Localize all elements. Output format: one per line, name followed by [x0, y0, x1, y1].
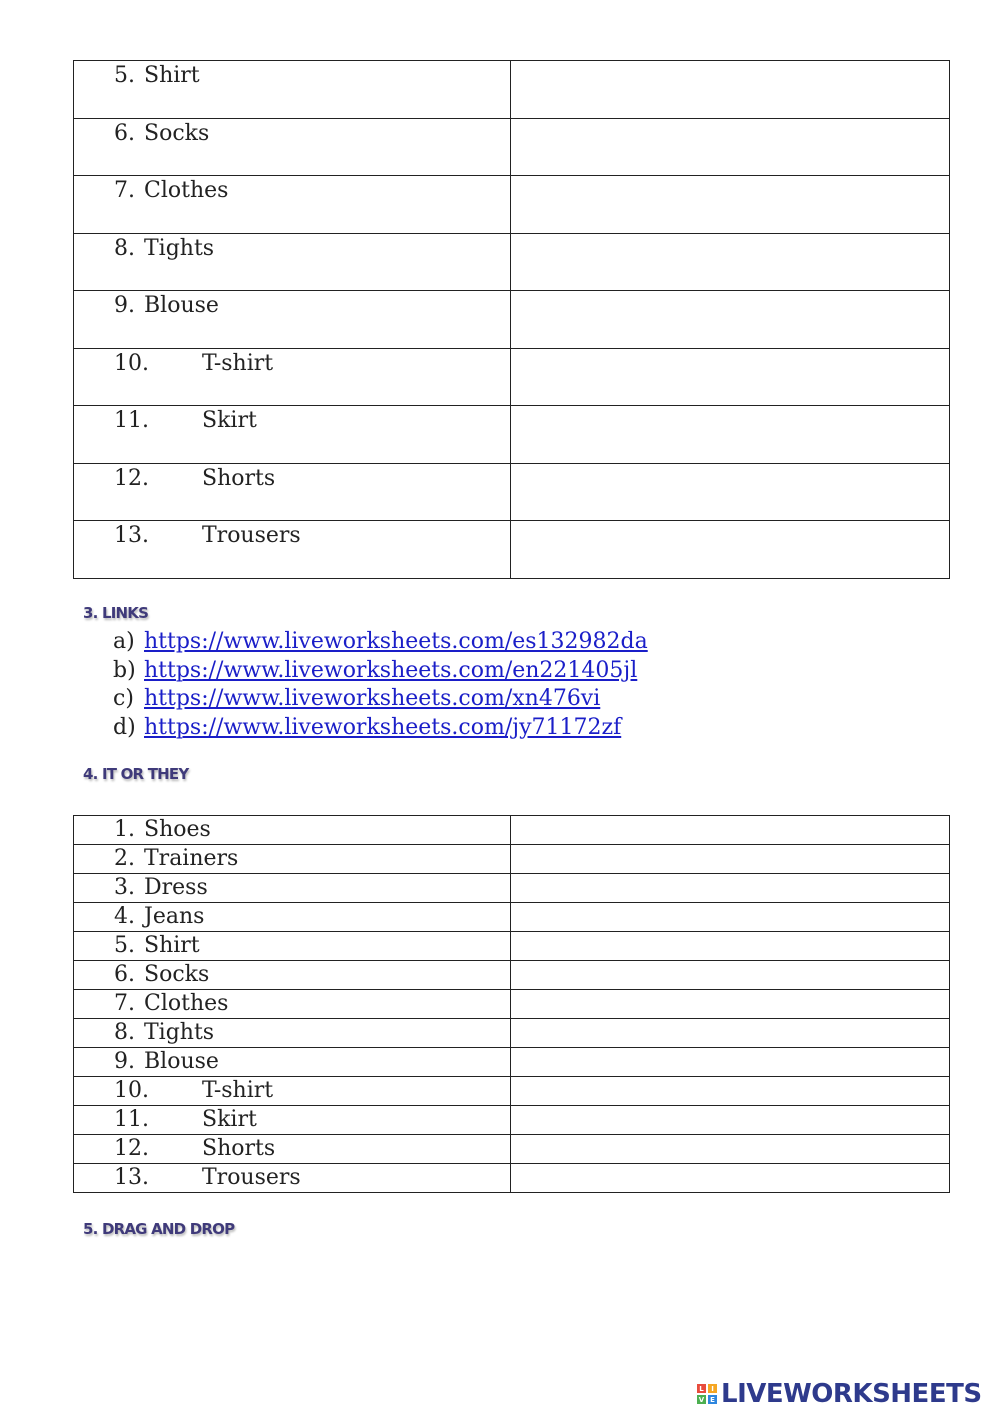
item-number: 5. [114, 933, 135, 958]
link-url[interactable]: https://www.liveworksheets.com/jy71172zf [144, 714, 622, 740]
links-heading: 3. LINKS [83, 604, 149, 622]
answer-cell[interactable] [511, 176, 950, 234]
item-cell [74, 903, 511, 932]
table-row [74, 961, 950, 990]
item-cell [74, 1019, 511, 1048]
item-label: T-shirt [202, 350, 274, 376]
item-cell [74, 845, 511, 874]
item-cell [74, 233, 511, 291]
item-label: Shoes [144, 817, 211, 842]
table-row [74, 463, 950, 521]
item-label: Skirt [202, 1107, 257, 1132]
table-row [74, 521, 950, 579]
item-number: 13. [114, 523, 149, 548]
item-label: Tights [144, 1020, 215, 1045]
item-number: 2. [114, 846, 135, 871]
links-list [113, 628, 648, 742]
answer-cell[interactable] [511, 118, 950, 176]
item-label: Shorts [202, 1136, 276, 1161]
item-cell [74, 1077, 511, 1106]
item-label: Socks [144, 962, 210, 987]
item-label: Blouse [144, 293, 219, 318]
link-item [113, 685, 648, 714]
answer-cell[interactable] [511, 816, 950, 845]
item-number: 12. [114, 1136, 149, 1161]
item-label: Shorts [202, 465, 276, 491]
logo-square: E [708, 1395, 717, 1404]
item-number: 6. [114, 120, 135, 146]
it-or-they-table [73, 815, 950, 1193]
item-label: Trainers [144, 846, 239, 871]
item-number: 3. [114, 875, 135, 900]
item-label: Dress [144, 875, 208, 900]
item-cell [74, 1106, 511, 1135]
link-url[interactable]: https://www.liveworksheets.com/en221405jl [144, 657, 638, 683]
table-row [74, 176, 950, 234]
answer-cell[interactable] [511, 521, 950, 579]
item-label: Shirt [144, 933, 200, 958]
item-cell [74, 61, 511, 119]
table-row [74, 903, 950, 932]
item-cell [74, 1048, 511, 1077]
logo-square: L [697, 1384, 706, 1393]
item-cell [74, 118, 511, 176]
it-or-they-heading: 4. IT OR THEY [83, 765, 189, 783]
item-cell [74, 932, 511, 961]
table-row [74, 932, 950, 961]
answer-cell[interactable] [511, 233, 950, 291]
table-row [74, 1135, 950, 1164]
item-number: 8. [114, 235, 135, 261]
answer-cell[interactable] [511, 348, 950, 406]
answer-cell[interactable] [511, 1077, 950, 1106]
answer-cell[interactable] [511, 1135, 950, 1164]
answer-cell[interactable] [511, 291, 950, 349]
link-item [113, 714, 648, 743]
item-number: 9. [114, 293, 135, 318]
item-cell [74, 990, 511, 1019]
table-row [74, 1164, 950, 1193]
answer-cell[interactable] [511, 1164, 950, 1193]
link-letter: c) [113, 686, 134, 711]
table-row [74, 1019, 950, 1048]
link-url[interactable]: https://www.liveworksheets.com/es132982da [144, 629, 648, 654]
item-number: 6. [114, 962, 135, 987]
item-cell [74, 1135, 511, 1164]
item-number: 10. [114, 350, 149, 376]
item-number: 7. [114, 991, 135, 1016]
item-cell [74, 348, 511, 406]
clothes-table-top [73, 60, 950, 579]
answer-cell[interactable] [511, 1048, 950, 1077]
item-cell [74, 291, 511, 349]
item-cell [74, 176, 511, 234]
item-number: 11. [114, 1107, 149, 1132]
table-row [74, 816, 950, 845]
answer-cell[interactable] [511, 961, 950, 990]
answer-cell[interactable] [511, 903, 950, 932]
answer-cell[interactable] [511, 406, 950, 464]
link-letter: d) [113, 714, 136, 740]
logo-square: V [698, 1395, 705, 1404]
item-label: Shirt [144, 63, 200, 88]
table-row [74, 233, 950, 291]
table-row [74, 990, 950, 1019]
item-cell [74, 816, 511, 845]
item-label: Jeans [144, 904, 205, 929]
item-label: Clothes [144, 991, 229, 1016]
item-number: 1. [114, 817, 135, 842]
answer-cell[interactable] [511, 1019, 950, 1048]
item-number: 7. [114, 178, 135, 203]
answer-cell[interactable] [511, 990, 950, 1019]
item-label: Tights [144, 235, 215, 261]
table-row [74, 1077, 950, 1106]
link-item [113, 628, 648, 657]
link-letter: b) [113, 657, 136, 683]
item-number: 8. [114, 1020, 135, 1045]
item-label: T-shirt [202, 1078, 274, 1103]
item-number: 9. [114, 1049, 135, 1074]
item-number: 11. [114, 408, 149, 433]
item-number: 10. [114, 1078, 149, 1103]
answer-cell[interactable] [511, 932, 950, 961]
item-label: Clothes [144, 178, 229, 203]
item-cell [74, 406, 511, 464]
item-label: Blouse [144, 1049, 219, 1074]
answer-cell[interactable] [511, 845, 950, 874]
item-number: 4. [114, 904, 135, 929]
logo-text: LIVEWORKSHEETS [721, 1379, 982, 1409]
item-cell [74, 961, 511, 990]
table-row [74, 118, 950, 176]
table-row [74, 61, 950, 119]
table-row [74, 845, 950, 874]
item-label: Trousers [202, 1165, 301, 1190]
item-cell [74, 463, 511, 521]
link-letter: a) [113, 629, 135, 654]
table-row [74, 406, 950, 464]
table-row [74, 348, 950, 406]
item-cell [74, 521, 511, 579]
table-row [74, 291, 950, 349]
liveworksheets-logo [697, 1379, 982, 1409]
drag-and-drop-heading: 5. DRAG AND DROP [83, 1220, 235, 1238]
answer-cell[interactable] [511, 463, 950, 521]
logo-squares-icon [697, 1384, 717, 1404]
item-number: 13. [114, 1165, 149, 1190]
link-item [113, 657, 648, 686]
link-url[interactable]: https://www.liveworksheets.com/xn476vi [144, 686, 601, 711]
answer-cell[interactable] [511, 1106, 950, 1135]
item-number: 5. [114, 63, 135, 88]
item-label: Skirt [202, 408, 257, 433]
answer-cell[interactable] [511, 874, 950, 903]
table-row [74, 1048, 950, 1077]
item-cell [74, 1164, 511, 1193]
item-cell [74, 874, 511, 903]
table-row [74, 874, 950, 903]
answer-cell[interactable] [511, 61, 950, 119]
item-number: 12. [114, 465, 149, 491]
item-label: Socks [144, 120, 210, 146]
logo-square: I [708, 1384, 717, 1393]
table-row [74, 1106, 950, 1135]
item-label: Trousers [202, 523, 301, 548]
